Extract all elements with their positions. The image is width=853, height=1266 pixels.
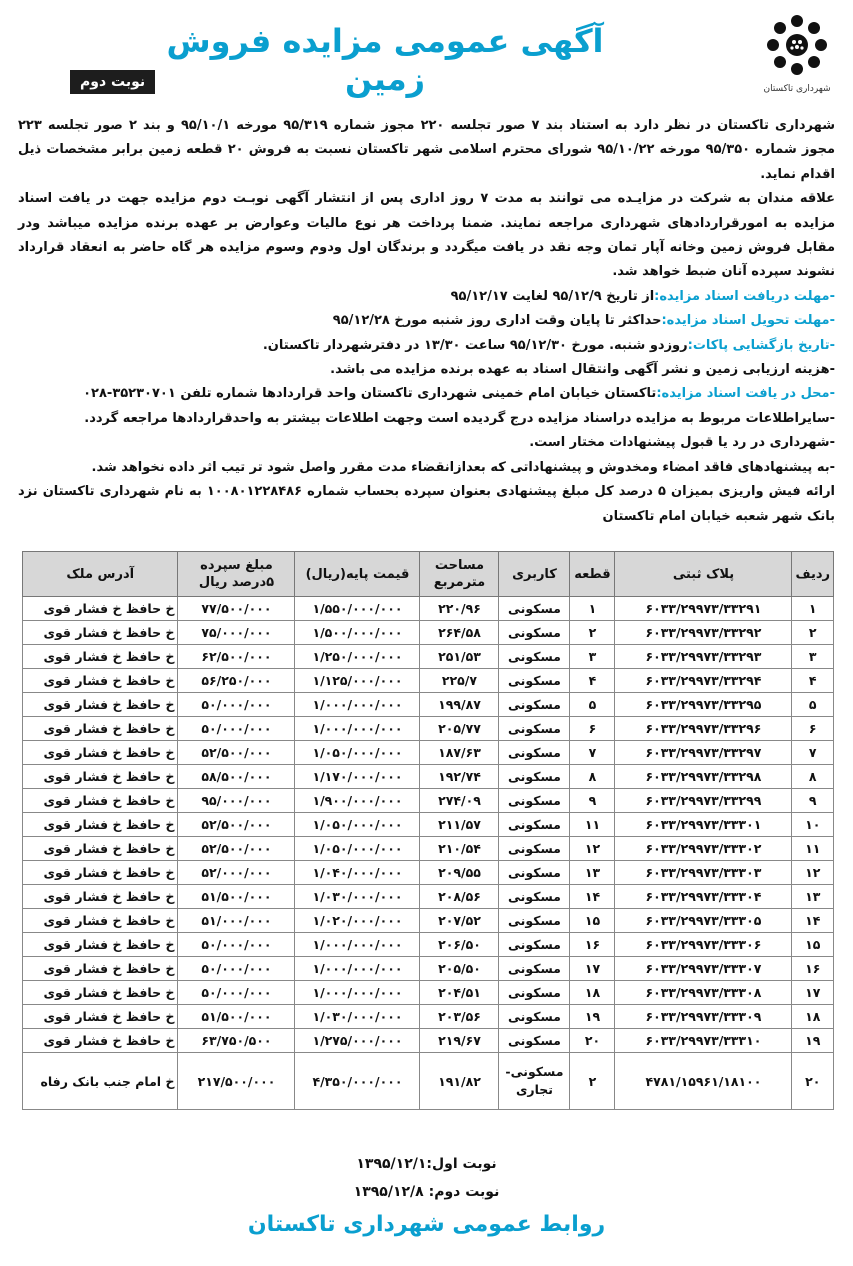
cell-base-price: ۱/۵۵۰/۰۰۰/۰۰۰	[295, 597, 420, 621]
cell-address: خ حافظ خ فشار قوی	[23, 885, 178, 909]
cell-plate: ۶۰۳۳/۲۹۹۷۳/۳۳۳۰۹	[615, 1005, 792, 1029]
cell-address: خ حافظ خ فشار قوی	[23, 861, 178, 885]
cell-area: ۲۱۹/۶۷	[420, 1029, 499, 1053]
cell-address: خ حافظ خ فشار قوی	[23, 765, 178, 789]
cell-usage: مسکونی	[499, 813, 570, 837]
cell-area: ۲۵۱/۵۳	[420, 645, 499, 669]
cell-plate: ۶۰۳۳/۲۹۹۷۳/۳۳۲۹۱	[615, 597, 792, 621]
cell-address: خ حافظ خ فشار قوی	[23, 645, 178, 669]
footer-public-relations: روابط عمومی شهرداری تاکستان	[247, 1212, 606, 1237]
cell-parcel: ۱۸	[570, 981, 615, 1005]
cell-row-number: ۱۹	[792, 1029, 834, 1053]
notice-body	[18, 114, 835, 529]
table-row	[23, 645, 834, 669]
logo-caption: شهرداری تاکستان	[763, 84, 831, 94]
table-row	[23, 861, 834, 885]
cell-usage: مسکونی	[499, 693, 570, 717]
cell-address: خ حافظ خ فشار قوی	[23, 741, 178, 765]
table-body	[23, 597, 834, 1110]
cell-usage: مسکونی	[499, 789, 570, 813]
cell-deposit: ۵۰/۰۰۰/۰۰۰	[178, 957, 295, 981]
cell-plate: ۶۰۳۳/۲۹۹۷۳/۳۳۲۹۴	[615, 669, 792, 693]
cell-parcel: ۱۳	[570, 861, 615, 885]
cell-deposit: ۵۱/۰۰۰/۰۰۰	[178, 909, 295, 933]
cell-base-price: ۱/۰۵۰/۰۰۰/۰۰۰	[295, 741, 420, 765]
cell-base-price: ۱/۱۷۰/۰۰۰/۰۰۰	[295, 765, 420, 789]
cell-usage: مسکونی	[499, 669, 570, 693]
cell-address: خ حافظ خ فشار قوی	[23, 789, 178, 813]
cell-parcel: ۷	[570, 741, 615, 765]
item-text: حداکثر تا پایان وقت اداری روز شنبه مورخ ۹۵/۱۲/۲۸	[332, 313, 662, 329]
cell-address: خ امام جنب بانک رفاه	[23, 1053, 178, 1110]
cell-deposit: ۵۲/۵۰۰/۰۰۰	[178, 813, 295, 837]
cell-parcel: ۸	[570, 765, 615, 789]
col-header-plate: پلاک ثبتی	[615, 552, 792, 597]
cell-row-number: ۷	[792, 741, 834, 765]
municipality-logo	[761, 12, 833, 112]
table-header-row	[23, 552, 834, 597]
notice-item	[18, 456, 835, 480]
cell-area: ۲۰۵/۷۷	[420, 717, 499, 741]
cell-row-number: ۲	[792, 621, 834, 645]
item-text: ارائه فیش واریزی بمیزان ۵ درصد کل مبلغ پیشنهادی بعنوان سپرده بحساب شماره ۱۰۰۸۰۱۲۲۸۴۸۶ به نام شهرداری تاکستان نزد بانک شهر شعبه خیابان امام تاکستان	[18, 484, 836, 524]
cell-row-number: ۱۱	[792, 837, 834, 861]
cell-parcel: ۱۷	[570, 957, 615, 981]
cell-usage: مسکونی	[499, 621, 570, 645]
land-table	[22, 551, 834, 1110]
cell-plate: ۶۰۳۳/۲۹۹۷۳/۳۳۳۰۶	[615, 933, 792, 957]
cell-usage: مسکونی	[499, 597, 570, 621]
cell-plate: ۶۰۳۳/۲۹۹۷۳/۳۳۲۹۷	[615, 741, 792, 765]
cell-usage: مسکونی	[499, 645, 570, 669]
cell-base-price: ۱/۰۰۰/۰۰۰/۰۰۰	[295, 933, 420, 957]
cell-deposit: ۵۶/۲۵۰/۰۰۰	[178, 669, 295, 693]
cell-base-price: ۱/۰۴۰/۰۰۰/۰۰۰	[295, 861, 420, 885]
cell-parcel: ۱	[570, 597, 615, 621]
cell-plate: ۶۰۳۳/۲۹۹۷۳/۳۳۳۰۵	[615, 909, 792, 933]
cell-usage: مسکونی	[499, 933, 570, 957]
cell-area: ۲۰۵/۵۰	[420, 957, 499, 981]
cell-row-number: ۶	[792, 717, 834, 741]
cell-parcel: ۴	[570, 669, 615, 693]
first-round-date: نوبت اول:۱۳۹۵/۱۲/۱	[356, 1156, 497, 1172]
cell-base-price: ۱/۰۰۰/۰۰۰/۰۰۰	[295, 693, 420, 717]
cell-usage: مسکونی	[499, 741, 570, 765]
table-row	[23, 813, 834, 837]
cell-deposit: ۵۸/۵۰۰/۰۰۰	[178, 765, 295, 789]
cell-area: ۲۰۶/۵۰	[420, 933, 499, 957]
cell-parcel: ۳	[570, 645, 615, 669]
cell-address: خ حافظ خ فشار قوی	[23, 621, 178, 645]
cell-deposit: ۵۰/۰۰۰/۰۰۰	[178, 717, 295, 741]
cell-deposit: ۵۰/۰۰۰/۰۰۰	[178, 693, 295, 717]
item-text: تاکستان خیابان امام خمینی شهرداری تاکستان واحد قراردادها شماره تلفن ۳۵۲۳۰۷۰۱-۰۲۸	[83, 386, 657, 402]
cell-row-number: ۱۵	[792, 933, 834, 957]
cell-plate: ۶۰۳۳/۲۹۹۷۳/۳۳۲۹۶	[615, 717, 792, 741]
cell-address: خ حافظ خ فشار قوی	[23, 813, 178, 837]
cell-area: ۲۱۱/۵۷	[420, 813, 499, 837]
cell-base-price: ۱/۱۲۵/۰۰۰/۰۰۰	[295, 669, 420, 693]
cell-plate: ۶۰۳۳/۲۹۹۷۳/۳۳۳۰۷	[615, 957, 792, 981]
cell-row-number: ۱۴	[792, 909, 834, 933]
col-header-usage: کاربری	[499, 552, 570, 597]
notice-item	[18, 382, 835, 406]
cell-base-price: ۱/۰۰۰/۰۰۰/۰۰۰	[295, 957, 420, 981]
cell-parcel: ۲	[570, 1053, 615, 1110]
cell-usage: مسکونی	[499, 1029, 570, 1053]
cell-parcel: ۱۹	[570, 1005, 615, 1029]
item-text: از تاریخ ۹۵/۱۲/۹ لغایت ۹۵/۱۲/۱۷	[450, 288, 655, 304]
cell-base-price: ۱/۹۰۰/۰۰۰/۰۰۰	[295, 789, 420, 813]
cell-address: خ حافظ خ فشار قوی	[23, 981, 178, 1005]
cell-row-number: ۱۰	[792, 813, 834, 837]
table-row	[23, 837, 834, 861]
cell-parcel: ۲	[570, 621, 615, 645]
cell-parcel: ۶	[570, 717, 615, 741]
cell-deposit: ۹۵/۰۰۰/۰۰۰	[178, 789, 295, 813]
cell-usage: مسکونی- تجاری	[499, 1053, 570, 1110]
table-row	[23, 693, 834, 717]
item-label: -مهلت تحویل اسناد مزایده:	[661, 313, 835, 329]
notice-item	[18, 309, 835, 333]
cell-deposit: ۵۲/۵۰۰/۰۰۰	[178, 837, 295, 861]
table-row	[23, 717, 834, 741]
notice-item	[18, 407, 835, 431]
cell-row-number: ۱	[792, 597, 834, 621]
cell-parcel: ۵	[570, 693, 615, 717]
cell-area: ۱۸۷/۶۳	[420, 741, 499, 765]
table-row	[23, 789, 834, 813]
cell-plate: ۶۰۳۳/۲۹۹۷۳/۳۳۲۹۳	[615, 645, 792, 669]
col-header-row-number: ردیف	[792, 552, 834, 597]
col-header-parcel: قطعه	[570, 552, 615, 597]
table-row	[23, 621, 834, 645]
cell-parcel: ۲۰	[570, 1029, 615, 1053]
col-header-address: آدرس ملک	[23, 552, 178, 597]
cell-plate: ۴۷۸۱/۱۵۹۶۱/۱۸۱۰۰	[615, 1053, 792, 1110]
cell-area: ۲۰۹/۵۵	[420, 861, 499, 885]
cell-base-price: ۴/۳۵۰/۰۰۰/۰۰۰	[295, 1053, 420, 1110]
table-row	[23, 669, 834, 693]
cell-area: ۲۱۰/۵۴	[420, 837, 499, 861]
round-badge: نوبت دوم	[70, 70, 155, 94]
cell-address: خ حافظ خ فشار قوی	[23, 717, 178, 741]
cell-address: خ حافظ خ فشار قوی	[23, 933, 178, 957]
cell-usage: مسکونی	[499, 765, 570, 789]
cell-parcel: ۱۴	[570, 885, 615, 909]
cell-base-price: ۱/۰۰۰/۰۰۰/۰۰۰	[295, 981, 420, 1005]
cell-address: خ حافظ خ فشار قوی	[23, 1005, 178, 1029]
cell-usage: مسکونی	[499, 957, 570, 981]
cell-plate: ۶۰۳۳/۲۹۹۷۳/۳۳۳۱۰	[615, 1029, 792, 1053]
cell-plate: ۶۰۳۳/۲۹۹۷۳/۳۳۲۹۵	[615, 693, 792, 717]
cell-base-price: ۱/۲۷۵/۰۰۰/۰۰۰	[295, 1029, 420, 1053]
cell-usage: مسکونی	[499, 861, 570, 885]
cell-address: خ حافظ خ فشار قوی	[23, 909, 178, 933]
table-row	[23, 765, 834, 789]
cell-deposit: ۶۳/۷۵۰/۵۰۰	[178, 1029, 295, 1053]
cell-area: ۱۹۹/۸۷	[420, 693, 499, 717]
table-row	[23, 1053, 834, 1110]
cell-base-price: ۱/۰۲۰/۰۰۰/۰۰۰	[295, 909, 420, 933]
cell-plate: ۶۰۳۳/۲۹۹۷۳/۳۳۳۰۱	[615, 813, 792, 837]
table-row	[23, 885, 834, 909]
notice-item	[18, 358, 835, 382]
item-text: روزدو شنبه. مورخ ۹۵/۱۲/۳۰ ساعت ۱۳/۳۰ در دفترشهردار تاکستان.	[262, 337, 688, 353]
cell-base-price: ۱/۰۰۰/۰۰۰/۰۰۰	[295, 717, 420, 741]
cell-address: خ حافظ خ فشار قوی	[23, 597, 178, 621]
item-text: -سایراطلاعات مربوط به مزایده دراسناد مزایده درج گردیده است وجهت اطلاعات بیشتر به واحدقراردادها مراجعه گردد.	[84, 410, 835, 426]
cell-area: ۱۹۲/۷۴	[420, 765, 499, 789]
cell-address: خ حافظ خ فشار قوی	[23, 837, 178, 861]
cell-parcel: ۱۱	[570, 813, 615, 837]
cell-base-price: ۱/۰۳۰/۰۰۰/۰۰۰	[295, 885, 420, 909]
cell-row-number: ۱۸	[792, 1005, 834, 1029]
cell-usage: مسکونی	[499, 837, 570, 861]
cell-plate: ۶۰۳۳/۲۹۹۷۳/۳۳۲۹۸	[615, 765, 792, 789]
cell-row-number: ۲۰	[792, 1053, 834, 1110]
cell-plate: ۶۰۳۳/۲۹۹۷۳/۳۳۳۰۴	[615, 885, 792, 909]
item-text: -هزینه ارزیابی زمین و نشر آگهی وانتقال اسناد به عهده برنده مزایده می باشد.	[330, 362, 835, 378]
cell-area: ۲۰۸/۵۶	[420, 885, 499, 909]
item-text: -به پیشنهادهای فاقد امضاء ومخدوش و پیشنهاداتی که بعدازانقضاء مدت مقرر واصل شود تر تیب اثر داده نخواهد شد.	[91, 459, 835, 475]
cell-usage: مسکونی	[499, 717, 570, 741]
cell-deposit: ۷۵/۰۰۰/۰۰۰	[178, 621, 295, 645]
cell-parcel: ۱۶	[570, 933, 615, 957]
cell-area: ۲۶۴/۵۸	[420, 621, 499, 645]
cell-base-price: ۱/۵۰۰/۰۰۰/۰۰۰	[295, 621, 420, 645]
cell-deposit: ۵۱/۵۰۰/۰۰۰	[178, 885, 295, 909]
cell-row-number: ۹	[792, 789, 834, 813]
intro-paragraph: شهرداری تاکستان در نظر دارد به استناد بند ۷ صور تجلسه ۲۲۰ مجوز شماره ۹۵/۳۱۹ مورخه ۹۵/۱۰/۱ و بند ۲ صور تجلسه ۲۲۳ مجوز شماره ۹۵/۳۵۰ مورخه ۹۵/۱۰/۲۲ شورای محترم اسلامی شهر تاکستان نسبت به فروش ۲۰ قطعه زمین برابر مشخصات ذیل اقدام نماید.	[18, 118, 835, 182]
cell-area: ۲۲۰/۹۶	[420, 597, 499, 621]
notice-item	[18, 480, 835, 529]
cell-deposit: ۵۲/۰۰۰/۰۰۰	[178, 861, 295, 885]
cell-area: ۱۹۱/۸۲	[420, 1053, 499, 1110]
cell-plate: ۶۰۳۳/۲۹۹۷۳/۳۳۲۹۹	[615, 789, 792, 813]
cell-row-number: ۱۲	[792, 861, 834, 885]
table-row	[23, 957, 834, 981]
cell-usage: مسکونی	[499, 909, 570, 933]
cell-plate: ۶۰۳۳/۲۹۹۷۳/۳۳۳۰۳	[615, 861, 792, 885]
cell-deposit: ۵۱/۵۰۰/۰۰۰	[178, 1005, 295, 1029]
page-title: آگهی عمومی مزایده فروش زمین	[166, 22, 604, 98]
cell-row-number: ۱۶	[792, 957, 834, 981]
cell-area: ۲۲۵/۷	[420, 669, 499, 693]
table-row	[23, 597, 834, 621]
table-row	[23, 1029, 834, 1053]
cell-parcel: ۹	[570, 789, 615, 813]
cell-usage: مسکونی	[499, 885, 570, 909]
cell-base-price: ۱/۲۵۰/۰۰۰/۰۰۰	[295, 645, 420, 669]
cell-area: ۲۷۴/۰۹	[420, 789, 499, 813]
notice-item	[18, 431, 835, 455]
cell-base-price: ۱/۰۵۰/۰۰۰/۰۰۰	[295, 813, 420, 837]
cell-row-number: ۵	[792, 693, 834, 717]
item-label: -تاریخ بازگشایی پاکات:	[687, 337, 835, 353]
table-row	[23, 933, 834, 957]
logo-icon	[764, 12, 830, 78]
col-header-base-price: قیمت پایه(ریال)	[295, 552, 420, 597]
second-round-date: نوبت دوم: ۱۳۹۵/۱۲/۸	[353, 1184, 500, 1200]
notice-item	[18, 334, 835, 358]
col-header-deposit: مبلغ سپرده ۵درصد ریال	[178, 552, 295, 597]
cell-row-number: ۳	[792, 645, 834, 669]
cell-address: خ حافظ خ فشار قوی	[23, 957, 178, 981]
cell-usage: مسکونی	[499, 1005, 570, 1029]
cell-deposit: ۲۱۷/۵۰۰/۰۰۰	[178, 1053, 295, 1110]
table-row	[23, 981, 834, 1005]
cell-plate: ۶۰۳۳/۲۹۹۷۳/۳۳۲۹۲	[615, 621, 792, 645]
cell-parcel: ۱۵	[570, 909, 615, 933]
intro-paragraph: علاقه مندان به شرکت در مزایـده می توانند به مدت ۷ روز اداری پس از انتشار آگهی نوبـت دوم مزایده جهت در یافت اسناد مزایده به امورقراردادهای شهرداری مراجعه نمایند. ضمنا پرداخت هر نوع مالیات وعوارض بر عهده برنده مزایده میباشد ودر مقابل فروش زمین وخانه آپار تمان وجه نقد در یافت میگردد و برندگان اول ودوم وسوم مزایده هر گاه حاضر به انعقاد قرارداد نشوند سپرده آنان ضبط خواهد شد.	[18, 191, 835, 280]
item-label: -محل در یافت اسناد مزایده:	[656, 386, 835, 402]
item-text: -شهرداری در رد یا قبول پیشنهادات مختار است.	[529, 435, 835, 451]
cell-parcel: ۱۲	[570, 837, 615, 861]
cell-area: ۲۰۷/۵۲	[420, 909, 499, 933]
cell-deposit: ۷۷/۵۰۰/۰۰۰	[178, 597, 295, 621]
table-row	[23, 909, 834, 933]
cell-area: ۲۰۳/۵۶	[420, 1005, 499, 1029]
cell-address: خ حافظ خ فشار قوی	[23, 1029, 178, 1053]
cell-base-price: ۱/۰۳۰/۰۰۰/۰۰۰	[295, 1005, 420, 1029]
cell-address: خ حافظ خ فشار قوی	[23, 693, 178, 717]
table-row	[23, 741, 834, 765]
col-header-area: مساحت مترمربع	[420, 552, 499, 597]
cell-deposit: ۶۲/۵۰۰/۰۰۰	[178, 645, 295, 669]
cell-area: ۲۰۴/۵۱	[420, 981, 499, 1005]
cell-row-number: ۱۳	[792, 885, 834, 909]
cell-plate: ۶۰۳۳/۲۹۹۷۳/۳۳۳۰۲	[615, 837, 792, 861]
cell-row-number: ۴	[792, 669, 834, 693]
cell-base-price: ۱/۰۵۰/۰۰۰/۰۰۰	[295, 837, 420, 861]
table-row	[23, 1005, 834, 1029]
cell-row-number: ۱۷	[792, 981, 834, 1005]
cell-usage: مسکونی	[499, 981, 570, 1005]
cell-row-number: ۸	[792, 765, 834, 789]
cell-plate: ۶۰۳۳/۲۹۹۷۳/۳۳۳۰۸	[615, 981, 792, 1005]
cell-address: خ حافظ خ فشار قوی	[23, 669, 178, 693]
cell-deposit: ۵۰/۰۰۰/۰۰۰	[178, 933, 295, 957]
cell-deposit: ۵۰/۰۰۰/۰۰۰	[178, 981, 295, 1005]
item-label: -مهلت دریافت اسناد مزایده:	[654, 288, 835, 304]
cell-deposit: ۵۲/۵۰۰/۰۰۰	[178, 741, 295, 765]
notice-item	[18, 285, 835, 309]
